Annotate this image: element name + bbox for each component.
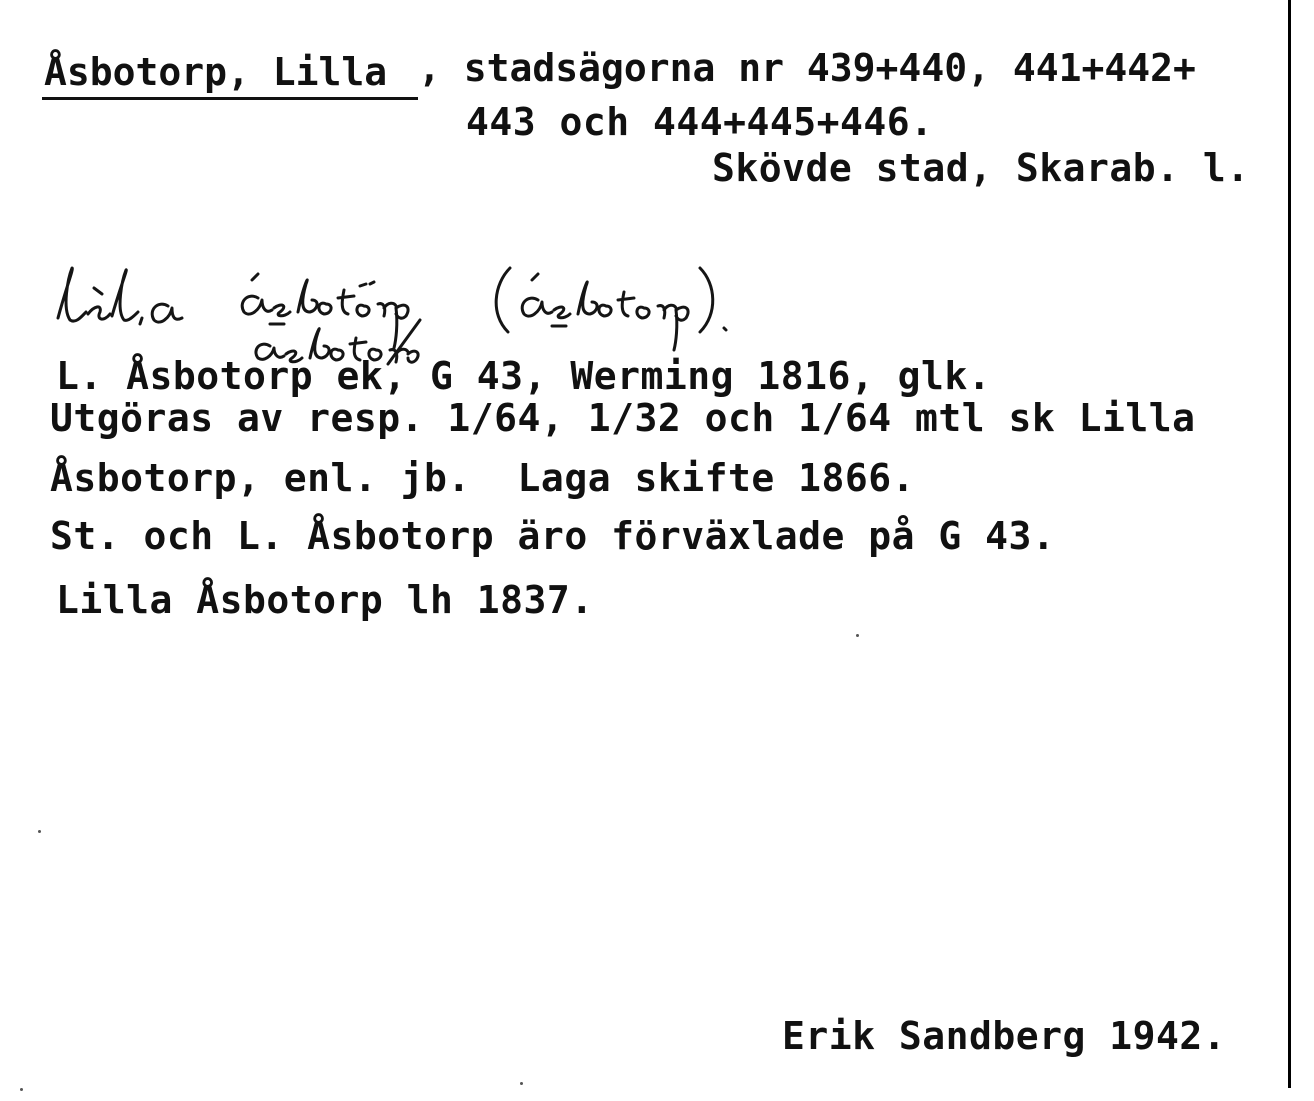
place-name-heading: Åsbotorp, Lilla: [44, 50, 388, 94]
body-line-5: Lilla Åsbotorp lh 1837.: [56, 578, 594, 622]
body-line-2: Utgöras av resp. 1/64, 1/32 och 1/64 mtl sk Lilla: [50, 396, 1196, 440]
body-line-1: L. Åsbotorp ek, G 43, Werming 1816, glk.: [56, 354, 992, 398]
body-line-3: Åsbotorp, enl. jb. Laga skifte 1866.: [50, 456, 915, 500]
heading-plot-numbers: , stadsägorna nr 439+440, 441+442+: [418, 46, 1196, 90]
place-name-underline: [42, 97, 418, 100]
signature: Erik Sandberg 1942.: [782, 1014, 1227, 1058]
heading-location: Skövde stad, Skarab. l.: [712, 146, 1250, 190]
body-line-4: St. och L. Åsbotorp äro förväxlade på G 43.: [50, 514, 1056, 558]
heading-plot-numbers-cont: 443 och 444+445+446.: [466, 100, 934, 144]
scan-speck: [520, 1082, 523, 1085]
scan-speck: [20, 1088, 23, 1091]
scan-speck: [856, 634, 859, 637]
handwritten-pronunciation: [48, 228, 1048, 368]
scan-speck: [38, 830, 41, 833]
card-right-border: [1288, 0, 1291, 1088]
